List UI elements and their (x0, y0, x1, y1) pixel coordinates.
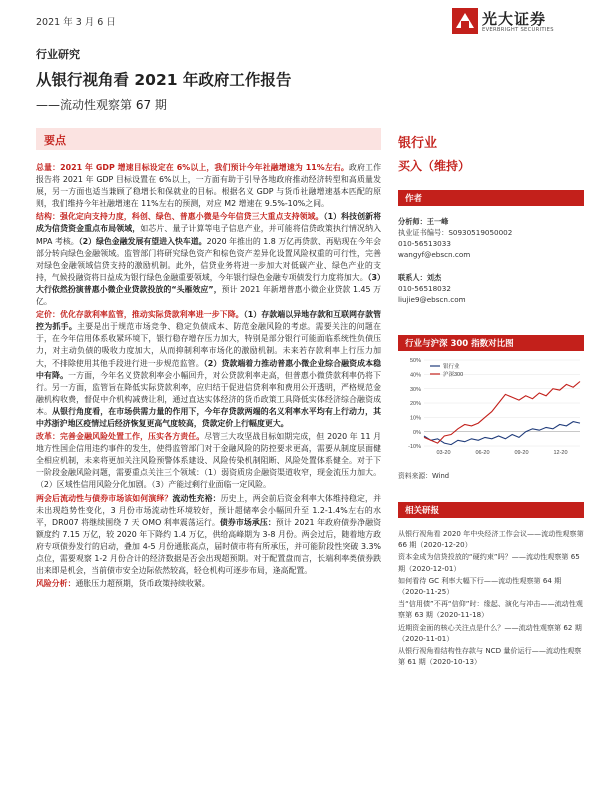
chart-x-tick-label: 12-20 (553, 450, 568, 456)
key-point-paragraph (36, 493, 381, 578)
paragraph-text: 尽管三大攻坚战目标如期完成，但 2020 年 11 月地方性国企信用违约事件的发生，使得监管部门对于金融风险的防控要求更高，需要从制度层面健全相应机制，未来将更加关注风险预警体系建设、风险传染机制阻断、风险处置体系健全。对于下一阶段金融风险问题，需要重点关注三个领域：（1）弱资质房企融资渠道收窄，现金流压力加大。（2）区域性信用风险分化加剧。（3）产能过剩行业面临一定风险。 (36, 432, 381, 490)
chart-series-line-bank (424, 422, 580, 445)
paragraph-text: 预计 2021 年新增普惠小微企业贷款 1.45 万亿。 (36, 284, 382, 307)
chart-x-tick-label: 09-20 (514, 450, 529, 456)
contact-card (398, 272, 584, 305)
chart-header: 行业与沪深 300 指数对比图 (398, 335, 584, 351)
related-research-header: 相关研报 (398, 502, 584, 518)
chart-y-tick-label: 50% (409, 358, 421, 365)
related-research-item[interactable]: 从银行视角看 2020 年中央经济工作会议——流动性观察第 66 期（2020-12-20） (398, 529, 584, 550)
paragraph-text: 通胀压力超预期，货币政策持续收紧。 (75, 579, 210, 589)
paragraph-heading: 风险分析： (36, 579, 76, 589)
author-name: 分析师：王一峰 (398, 217, 449, 226)
paragraph-text: （1）存款端以异地存款和互联网存款管控为抓手。 (36, 310, 381, 332)
contact-phone: 010-56518032 (398, 284, 451, 293)
report-subtitle: ——流动性观察第 67 期 (36, 98, 167, 112)
paragraph-heading: 改革：完善金融风险处置工作，压实各方责任。 (36, 432, 205, 442)
paragraph-text: 政府工作报告将 2021 年 GDP 目标设置在 6%以上，一方面有助于引导各地政府推动经济转型和高质量发展，另一方面也适当兼顾了稳增长和保就业的目标。根据名义 GDP 与货币社融增速基本匹配的原则，我们维持今年社融增速在 11%左右的预测，对应 M2 增速在 9.5%-10%之间。 (36, 163, 381, 209)
related-research-item[interactable]: 近期资金面的核心关注点是什么？——流动性观察第 62 期（2020-11-01） (398, 622, 582, 643)
brand-logo (452, 8, 582, 38)
chart-y-tick-label: 0% (413, 429, 421, 436)
chart-y-tick-label: 40% (409, 372, 421, 379)
chart-x-tick-label: 06-20 (475, 450, 490, 456)
key-point-paragraph (36, 162, 381, 210)
index-comparison-chart (398, 352, 584, 464)
paragraph-text: （2）绿色金融发展有望进入快车道。 (78, 236, 207, 246)
logo-text: 光大证券 (482, 10, 547, 28)
chart-series-line-hs300 (424, 382, 580, 444)
report-title: 从银行视角看 2021 年政府工作报告 (36, 71, 292, 89)
related-research-item[interactable]: 如何看待 GC 利率大幅下行——流动性观察第 64 期（2020-11-25） (398, 575, 562, 597)
industry-label: 银行业 (398, 136, 438, 151)
key-points-label: 要点 (44, 134, 66, 147)
rating-label: 买入（维持） (398, 159, 471, 173)
chart-legend-label: 银行业 (443, 364, 460, 370)
chart-y-tick-label: -10% (408, 444, 421, 451)
paragraph-text: 预计 2021 年政府债券净融资额度约 7.15 万亿，较 2020 年下降约 1.4 万亿，供给高峰期为 3-8 月份。两会过后，随着地方政府专项债券发行的启动，叠加 4-5 月份通胀高点，届时债市将有所承压，并可能阶段性突破 3.3%点位，需要观察 1-2 月份合计的经济数据是否会出现超预期。对于配置盘而言，长端利率类债券跌出来即是机会，当前债市安全边际依然较高，轻仓机构可逐步布局，逢高配置。 (36, 517, 381, 576)
chart-y-tick-label: 30% (409, 386, 421, 393)
paragraph-heading: 两会后流动性与债券市场该如何演绎？ (36, 493, 173, 503)
key-point-paragraph (36, 431, 381, 491)
chart-x-tick-label: 03-20 (436, 450, 451, 456)
paragraph-text: 历史上，两会前后资金利率大体维持稳定，并未出现趋势性变化，3 月份市场流动性环境较好，预计超储率会小幅回升至 1.2-1.4%左右的水平，DR007 将继续围绕 7 天 OMO 利率震荡运行。 (36, 493, 381, 527)
author-license: 执业证书编号：S0930519050002 (398, 228, 513, 237)
paragraph-text: 债券市场承压： (219, 517, 276, 527)
paragraph-text: （2）贷款端着力推动普惠小微企业综合融资成本稳中有降。 (36, 358, 381, 380)
chart-y-tick-label: 10% (409, 415, 421, 422)
authors-header: 作者 (398, 190, 584, 206)
key-point-paragraph (36, 211, 381, 308)
related-research-item[interactable]: 当“信用债”不再“信仰”时：缘起、演化与冲击——流动性观察第 63 期（2020-11-18） (398, 599, 583, 620)
report-category: 行业研究 (36, 48, 80, 61)
everbright-logo-icon (452, 8, 478, 34)
paragraph-heading: 总量：2021 年 GDP 增速目标设定在 6%以上，我们预计今年社融增速为 11%左右。 (36, 163, 349, 172)
contact-email: liujie9@ebscn.com (398, 295, 466, 304)
author-card (398, 216, 584, 260)
paragraph-text: 从银行角度看，在市场供需力量的作用下，今年存贷款两端的名义利率水平均有上行动力，其中苏浙沪地区疫情过后经济恢复更高气度较高，贷款定价上行幅度更大。 (36, 406, 381, 428)
logo-english: EVERBRIGHT SECURITIES (482, 27, 554, 33)
key-point-paragraph (36, 309, 381, 430)
chart-legend-label: 沪深300 (443, 372, 464, 378)
related-research-item[interactable]: 从银行视角看结构性存款与 NCD 量价运行——流动性观察第 61 期（2020-10-13） (398, 646, 582, 667)
related-research-list (398, 528, 584, 668)
report-date: 2021 年 3 月 6 日 (36, 17, 116, 28)
paragraph-text: （3）大行依然扮演普惠小微企业贷款投放的“头雁效应”， (36, 272, 381, 294)
key-points-header (36, 128, 381, 150)
paragraph-heading: 结构：强化定向支持力度，科创、绿色、普惠小微是今年信贷三大重点支持领域。 (36, 212, 324, 222)
author-phone: 010-56513033 (398, 239, 451, 248)
paragraph-text: 如芯片、量子计算等电子信息产业，并可能将信贷政策执行情况纳入 MPA 考核。 (36, 224, 381, 246)
key-point-paragraph (36, 578, 381, 590)
paragraph-text: 主要是出于规范市场竞争、稳定负债成本、防范金融风险的考虑。需要关注的问题在于，在今年信用体系收紧环境下，银行稳存增存压力加大，特别是部分银行可能面临系统性负债压力，对主动负债的吸收力度加大，从而抑制利率市场化的激励机制。未来若存款利率上行压力加大，不排除使用其他手段进行进一步规范监管。 (36, 322, 381, 368)
paragraph-text: 一方面，今年名义贷款利率会小幅回升，对公贷款利率走高，但普惠小微贷款利率仍将下行。另一方面，监管旨在降低实际贷款利率，应归结于促进信贷利率和费用公开透明，严格规范金融机构收费，督促中介机构减费让利，通过直达实体经济的货币政策工具降低实体经济综合融资成本。 (36, 370, 381, 416)
author-email: wangyf@ebscn.com (398, 250, 471, 259)
chart-source: 资料来源：Wind (398, 472, 450, 480)
paragraph-heading: 定价：优化存款利率监管，推动实际贷款利率进一步下降。 (36, 310, 244, 320)
chart-y-tick-label: 20% (409, 401, 421, 408)
related-research-item[interactable]: 资本金成为信贷投放的“硬约束”吗？——流动性观察第 65 期（2020-12-01） (398, 552, 580, 573)
contact-name: 联系人：刘杰 (398, 273, 442, 282)
paragraph-text: 2020 年推出的 1.8 万亿再贷款、再贴现在今年会部分转向绿色金融领域。监管部门将研究绿色资产和棕色资产差异化设置风险权重的可行性，完善对绿色金融领域信贷支持的激励机制。此外，信贷业务将进一步加大对低碳产业、绿色产业的支持，气候投融资将日益成为银行绿色金融重要领域，今年银行绿色金融专项债发行力度将加大。 (36, 236, 382, 282)
key-points-body (36, 162, 381, 591)
sidebar-rating (398, 132, 584, 174)
paragraph-text: （1）科技创新将成为信贷资金重点布局领域， (36, 212, 381, 234)
paragraph-text: 流动性充裕： (172, 493, 221, 503)
